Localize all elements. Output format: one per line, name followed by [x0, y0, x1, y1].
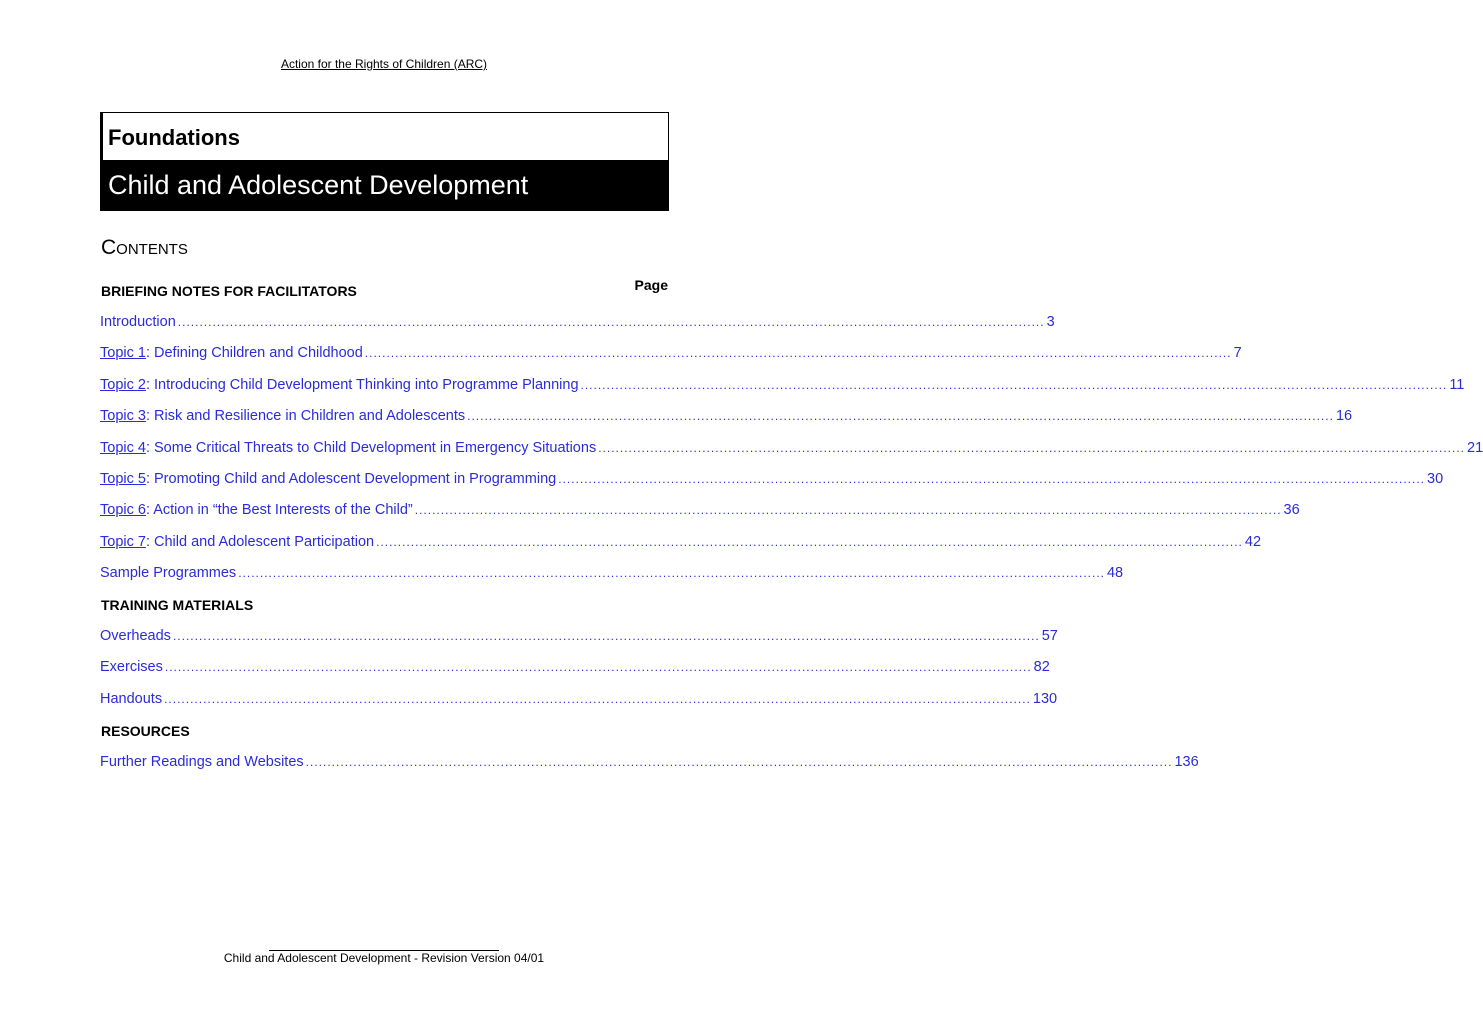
toc-link[interactable]: Topic 1	[100, 345, 146, 361]
toc-link[interactable]: Topic 7	[100, 534, 146, 550]
toc-entry-topic-4[interactable]	[100, 440, 1483, 460]
contents-heading: Contents	[101, 236, 188, 259]
toc-entry-topic-1[interactable]	[100, 345, 1242, 365]
dot-leader: ........................................................................................................................................................................................................	[164, 660, 1032, 674]
dot-leader: ........................................................................................................................................................................................................	[305, 755, 1173, 769]
toc-entry-further-readings[interactable]	[100, 754, 1199, 774]
toc-page-number[interactable]: 11	[1449, 377, 1465, 393]
toc-entry-exercises[interactable]	[100, 659, 1050, 679]
page-column-label: Page	[634, 277, 668, 293]
toc-page-number[interactable]: 48	[1106, 565, 1124, 581]
toc-link[interactable]: Topic 5	[100, 471, 146, 487]
toc-label[interactable]: Exercises	[100, 659, 163, 675]
dot-leader: ........................................................................................................................................................................................................	[364, 346, 1232, 360]
toc-label[interactable]: Sample Programmes	[100, 565, 237, 581]
toc-page-number[interactable]: 136	[1174, 754, 1199, 770]
running-header: Action for the Rights of Children (ARC)	[280, 57, 488, 71]
toc-link[interactable]: Topic 2	[100, 377, 146, 393]
toc-page-number[interactable]: 3	[1046, 314, 1055, 330]
toc-label[interactable]: : Risk and Resilience in Children and Adolescents	[145, 408, 466, 424]
toc-entry-handouts[interactable]	[100, 691, 1058, 711]
dot-leader: ........................................................................................................................................................................................................	[558, 472, 1425, 486]
toc-entry-topic-3[interactable]	[100, 408, 1353, 428]
dot-leader: ........................................................................................................................................................................................................	[580, 378, 1448, 392]
toc-page-number[interactable]: 82	[1033, 659, 1050, 675]
toc-page-number[interactable]: 16	[1335, 408, 1353, 424]
section-heading-resources: RESOURCES	[101, 723, 190, 739]
toc-page-number[interactable]: 130	[1032, 691, 1058, 707]
dot-leader: ........................................................................................................................................................................................................	[598, 441, 1465, 455]
toc-label[interactable]: Handouts	[100, 691, 163, 707]
title-box	[100, 112, 669, 211]
toc-label[interactable]: : Introducing Child Development Thinking into Programme Planning	[145, 377, 579, 393]
toc-label[interactable]: : Child and Adolescent Participation	[145, 534, 375, 550]
toc-label[interactable]: : Some Critical Threats to Child Development in Emergency Situations	[145, 440, 597, 456]
dot-leader: ........................................................................................................................................................................................................	[238, 566, 1105, 580]
dot-leader: ........................................................................................................................................................................................................	[376, 535, 1243, 549]
toc-label[interactable]: Overheads	[100, 628, 171, 644]
dot-leader: ........................................................................................................................................................................................................	[177, 315, 1045, 329]
dot-leader: ........................................................................................................................................................................................................	[164, 692, 1031, 706]
dot-leader: ........................................................................................................................................................................................................	[414, 503, 1282, 517]
toc-page-number[interactable]: 7	[1233, 345, 1242, 361]
toc-entry-introduction[interactable]	[100, 314, 1055, 334]
module-title: Child and Adolescent Development	[103, 160, 668, 210]
toc-page-number[interactable]: 42	[1244, 534, 1262, 550]
toc-entry-topic-7[interactable]	[100, 534, 1262, 554]
toc-label[interactable]: : Promoting Child and Adolescent Development in Programming	[145, 471, 557, 487]
toc-link[interactable]: Topic 3	[100, 408, 146, 424]
series-title: Foundations	[108, 125, 240, 150]
section-heading-training: TRAINING MATERIALS	[101, 597, 254, 613]
toc-page-number[interactable]: 21	[1467, 440, 1483, 456]
toc-label[interactable]: Introduction	[100, 314, 176, 330]
toc-entry-overheads[interactable]	[100, 628, 1058, 648]
toc-page-number[interactable]: 30	[1427, 471, 1444, 487]
dot-leader: ........................................................................................................................................................................................................	[172, 629, 1040, 643]
toc-entry-sample-programmes[interactable]	[100, 565, 1124, 585]
running-footer: Child and Adolescent Development - Revision Version 04/01	[223, 951, 545, 965]
toc-page-number[interactable]: 36	[1283, 502, 1300, 518]
dot-leader: ........................................................................................................................................................................................................	[467, 409, 1334, 423]
toc-page-number[interactable]: 57	[1041, 628, 1058, 644]
toc-entry-topic-2[interactable]	[100, 377, 1465, 397]
toc-label[interactable]: Further Readings and Websites	[100, 754, 304, 770]
toc-entry-topic-6[interactable]	[100, 502, 1300, 522]
section-heading-briefing: BRIEFING NOTES FOR FACILITATORS	[101, 283, 357, 299]
toc-link[interactable]: Topic 4	[100, 440, 146, 456]
toc-label[interactable]: : Defining Children and Childhood	[145, 345, 363, 361]
toc-link[interactable]: Topic 6	[100, 502, 146, 518]
toc-label[interactable]: : Action in “the Best Interests of the Child”	[145, 502, 413, 518]
toc-entry-topic-5[interactable]	[100, 471, 1444, 491]
